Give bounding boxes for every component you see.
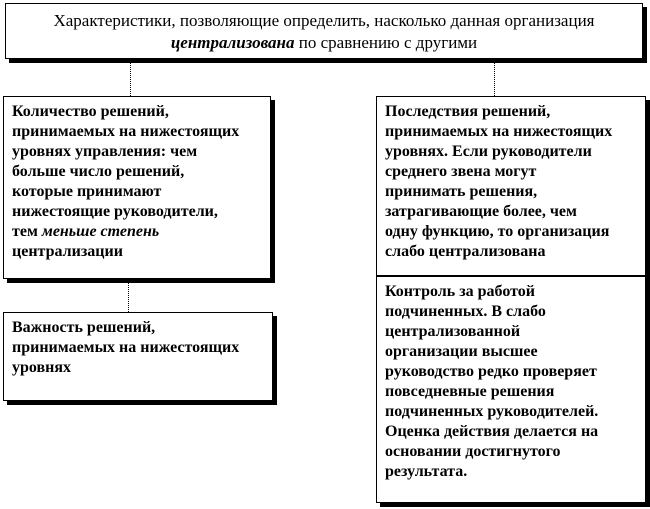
decisions-count-text: Количество решений, принимаемых на нижестоящих уровнях управления: чем больше число решений, которые принимают нижестоящие руководители, тем [12, 103, 240, 240]
connector-right [494, 60, 495, 96]
header-emphasis: централизована [170, 33, 295, 52]
control-text: Контроль за работой подчиненных. В [385, 283, 535, 320]
header-box [5, 3, 643, 59]
decisions-consequences-emphasis: слабо централизована [385, 243, 546, 260]
decisions-count-end: централизации [12, 243, 123, 260]
decisions-count-box [3, 96, 271, 279]
decisions-consequences-text: Последствия решений, принимаемых на нижестоящих уровнях. Если руководители среднего звена могут принимать решения, затрагивающие более, чем одну функцию, то организация [385, 103, 613, 240]
connector-left [130, 60, 131, 96]
decisions-importance-text: Важность решений, принимаемых на нижестоящих уровнях [12, 319, 240, 376]
header-line1: Характеристики, позволяющие определить, насколько данная организация [53, 11, 595, 30]
decisions-count-emphasis: меньше степень [41, 223, 160, 240]
header-line2-rest: по сравнению с другими [294, 33, 478, 52]
decisions-consequences-box [376, 96, 646, 276]
connector-left-lower [128, 279, 129, 312]
control-box [376, 276, 646, 503]
decisions-importance-box [3, 312, 273, 401]
control-text-end: организации высшее руководство редко проверяет повседневные решения подчиненных руководителей. Оценка действия делается на основании достигнутого результата. [385, 343, 599, 480]
control-emphasis: слабо централизованной [385, 303, 546, 340]
